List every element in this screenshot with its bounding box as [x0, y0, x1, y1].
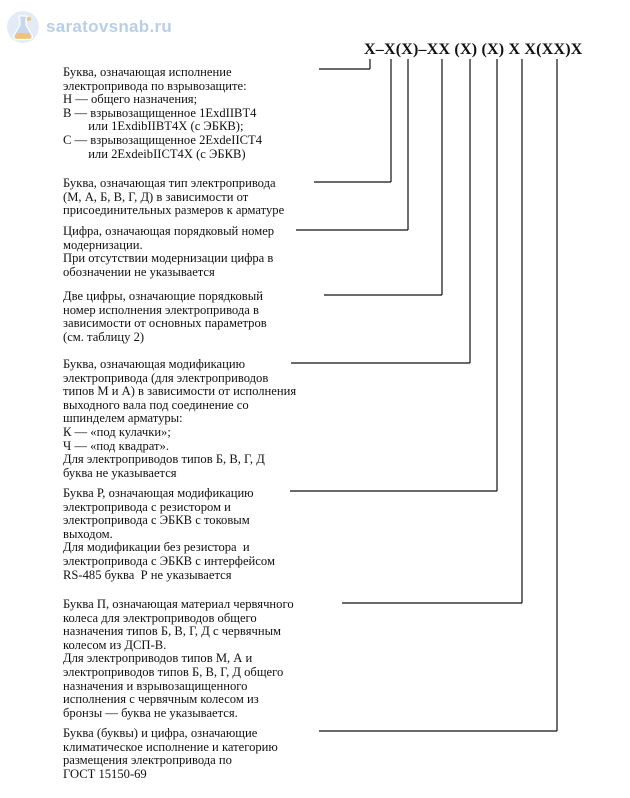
designation-code: Х–Х(Х)–ХХ (Х) (Х) Х Х(ХХ)Х	[364, 41, 583, 58]
legend-block-explosion-protection: Буква, означающая исполнение электропривода по взрывозащите: Н — общего назначения; В — взрывозащищенное 1ExdIIBT4 или 1ExdibIIBT4X (с ЭБКВ); С — взрывозащищенное 2ExdeIICT4 или 2ExdeibIICT4X (с ЭБКВ)	[63, 65, 263, 161]
legend-block-shaft-modification: Буква, означающая модификацию электропривода (для электроприводов типов М и А) в зависимости от исполнения выходного вала под соединение со шпинделем арматуры: К — «под кулачки»; Ч — «под квадрат». Для электроприводов типов Б, В, Г, Д буква не указывается	[63, 357, 297, 480]
legend-block-climatic-version: Буква (буквы) и цифра, означающие климатическое исполнение и категорию размещения электропривода по ГОСТ 15150-69	[63, 726, 278, 781]
legend-block-execution-number: Две цифры, означающие порядковый номер исполнения электропривода в зависимости от основных параметров (см. таблицу 2)	[63, 289, 267, 344]
legend-block-actuator-type: Буква, означающая тип электропривода (М, А, Б, В, Г, Д) в зависимости от присоединительных размеров к арматуре	[63, 176, 285, 218]
legend-block-resistor-modification: Буква Р, означающая модификацию электропривода с резистором и электропривода с ЭБКВ с токовым выходом. Для модификации без резистора и электропривода с ЭБКВ с интерфейсом RS-485 буква Р не указывается	[63, 486, 275, 582]
legend-block-modernization-number: Цифра, означающая порядковый номер модернизации. При отсутствии модернизации цифра в обозначении не указывается	[63, 224, 275, 279]
legend-block-worm-wheel-material: Буква П, означающая материал червячного колеса для электроприводов общего назначения типов Б, В, Г, Д с червячным колесом из ДСП-В. Для электроприводов типов М, А и электроприводов типов Б, В, Г, Д общего назначения и взрывозащищенного исполнения с червячным колесом из бронзы — буква не указывается.	[63, 597, 294, 720]
logo-text: saratovsnab.ru	[46, 17, 173, 36]
